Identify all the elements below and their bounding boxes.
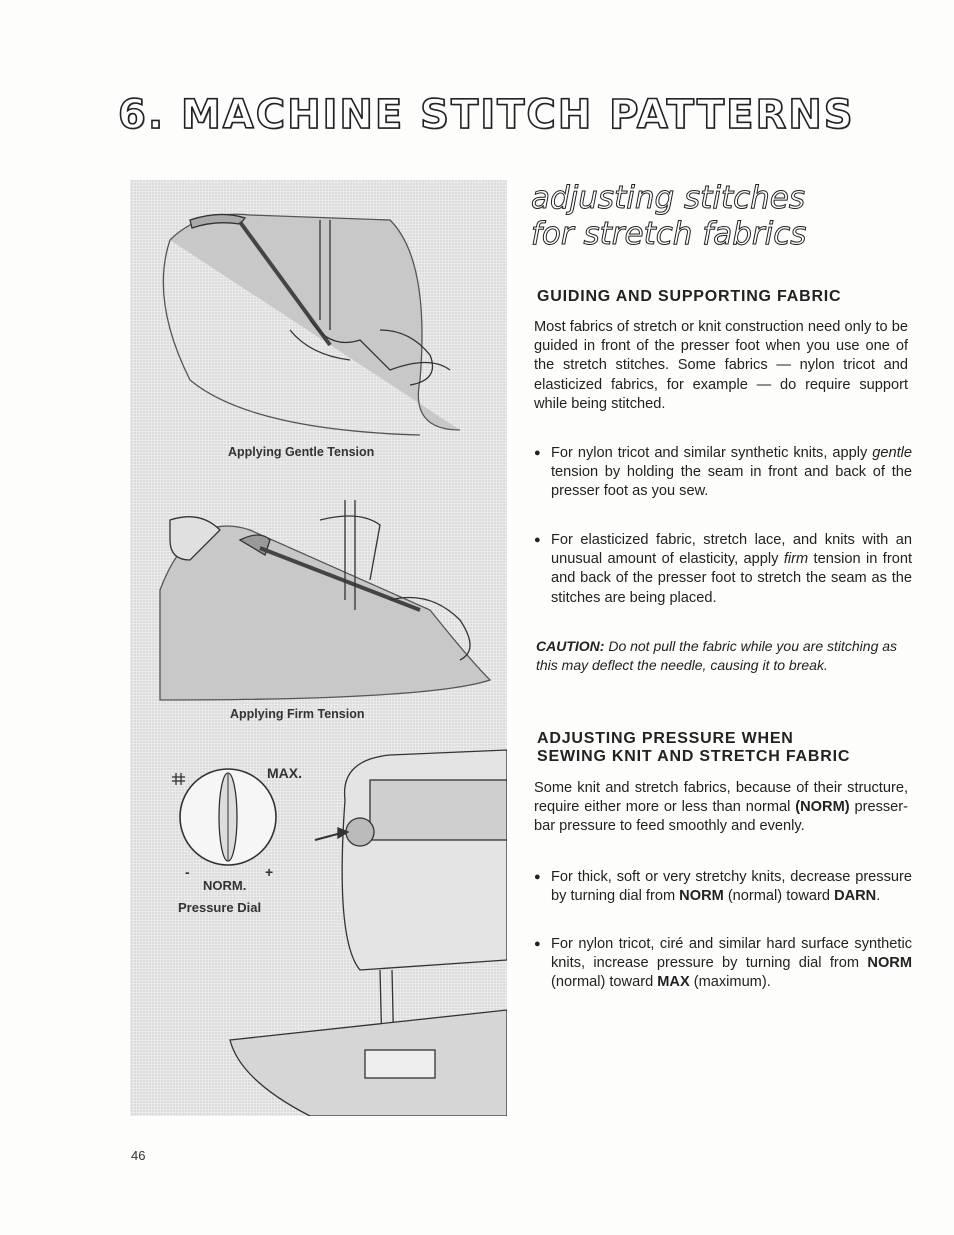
section1-paragraph: Most fabrics of stretch or knit construction need only to be guided in front of the presser foot when you use one of the stretch stitches. Some fabrics — nylon tricot and elasticized fabrics, for example — do require support while being stitched. <box>534 319 908 412</box>
section2-heading: ADJUSTING PRESSURE WHEN SEWING KNIT AND STRETCH FABRIC <box>537 730 851 765</box>
list-item: ● For nylon tricot, ciré and similar hard surface synthetic knits, increase pressure by turning dial from NORM (normal) toward MAX (maximum). <box>534 936 912 991</box>
dial-plus-label: + <box>265 864 274 880</box>
caution-note: CAUTION: Do not pull the fabric while you are stitching as this may deflect the needle, causing it to break. <box>536 638 898 673</box>
dial-norm-label: NORM. <box>203 878 247 893</box>
bullet-icon: ● <box>534 938 541 950</box>
subtitle-line-1: adjusting stitches <box>531 180 806 216</box>
page-title: 6. MACHINE STITCH PATTERNS <box>118 92 855 138</box>
dial-minus-label: - <box>185 864 190 880</box>
pressure-dial-drawing <box>172 769 276 865</box>
section-subtitle <box>531 180 861 252</box>
firm-tension-drawing <box>160 500 490 700</box>
list-item: ● For nylon tricot and similar synthetic knits, apply gentle tension by holding the seam in front and back of the presser foot as you sew. <box>534 445 912 500</box>
list-item: ● For elasticized fabric, stretch lace, and knits with an unusual amount of elasticity, apply firm tension in front and back of the presser foot to stretch the seam as the stitches are being placed. <box>534 532 912 606</box>
gentle-tension-drawing <box>163 214 460 435</box>
sewing-illustrations <box>130 180 507 1116</box>
bullet-icon: ● <box>534 871 541 883</box>
section2-paragraph: Some knit and stretch fabrics, because of their structure, require either more or less than normal (NORM) presser-bar pressure to feed smoothly and evenly. <box>534 780 908 835</box>
list-item: ● For thick, soft or very stretchy knits, decrease pressure by turning dial from NORM (normal) toward DARN. <box>534 869 912 905</box>
caption-firm-tension: Applying Firm Tension <box>230 707 365 721</box>
caution-label: CAUTION: <box>536 638 605 654</box>
bullet-icon: ● <box>534 447 541 459</box>
page-number: 46 <box>131 1148 146 1163</box>
pressure-dial-caption: Pressure Dial <box>178 900 262 915</box>
subtitle-line-2: for stretch fabrics <box>531 216 807 252</box>
dial-max-label: MAX. <box>267 765 302 781</box>
section1-heading: GUIDING AND SUPPORTING FABRIC <box>537 288 842 305</box>
bullet-icon: ● <box>534 534 541 546</box>
caption-gentle-tension: Applying Gentle Tension <box>228 445 375 459</box>
illustration-panel <box>130 180 507 1116</box>
